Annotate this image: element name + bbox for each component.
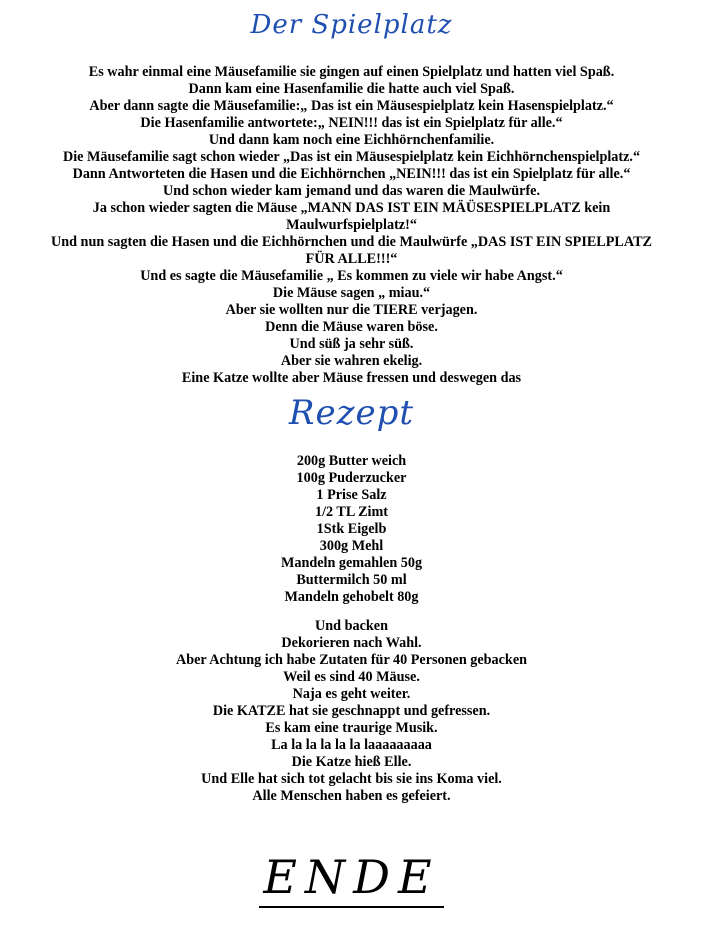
ending-line: Und backen xyxy=(315,618,388,634)
ending-line: Naja es geht weiter. xyxy=(292,686,411,702)
ending-line: Und Elle hat sich tot gelacht bis sie ins Koma viel. xyxy=(201,771,502,787)
story-line: Und süß ja sehr süß. xyxy=(289,336,414,352)
ending-line: Dekorieren nach Wahl. xyxy=(281,635,422,651)
ingredient-item: 300g Mehl xyxy=(319,538,384,554)
story-line: Aber sie wollten nur die TIERE verjagen. xyxy=(225,302,478,318)
ending-line: Die Katze hieß Elle. xyxy=(291,754,412,770)
ending-line: Aber Achtung ich habe Zutaten für 40 Personen gebacken xyxy=(175,652,528,668)
ending-line: Alle Menschen haben es gefeiert. xyxy=(252,788,451,804)
story-line: Eine Katze wollte aber Mäuse fressen und deswegen das xyxy=(181,370,522,386)
story-line: FÜR ALLE!!!“ xyxy=(305,251,398,267)
ingredient-item: Mandeln gemahlen 50g xyxy=(280,555,423,571)
ingredient-item: 200g Butter weich xyxy=(296,453,407,469)
story-line: Ja schon wieder sagten die Mäuse „MANN DAS IST EIN MÄÜSESPIELPLATZ kein xyxy=(92,200,611,216)
story-line: Und es sagte die Mäusefamilie „ Es kommen zu viele wir habe Angst.“ xyxy=(140,268,563,284)
ingredient-item: 1/2 TL Zimt xyxy=(314,504,389,520)
story-line: Maulwurfspielplatz!“ xyxy=(286,217,417,233)
page-title: Der Spielplatz xyxy=(250,10,453,40)
story-line: Denn die Mäuse waren böse. xyxy=(265,319,438,335)
story-line: Dann kam eine Hasenfamilie die hatte auch viel Spaß. xyxy=(188,81,515,97)
ending-line: Weil es sind 40 Mäuse. xyxy=(283,669,420,685)
ingredient-item: Mandeln gehobelt 80g xyxy=(284,589,419,605)
story-line: Die Mäuse sagen „ miau.“ xyxy=(272,285,431,301)
story-line: Und dann kam noch eine Eichhörnchenfamilie. xyxy=(208,132,495,148)
story-line: Die Mäusefamilie sagt schon wieder „Das ist ein Mäusespielplatz kein Eichhörnchenspielplatz.“ xyxy=(62,149,641,165)
ende-text: ENDE xyxy=(259,850,443,908)
story-line: Aber dann sagte die Mäusefamilie:„ Das ist ein Mäusespielplatz kein Hasenspielplatz.“ xyxy=(89,98,614,114)
story-line: Es wahr einmal eine Mäusefamilie sie gingen auf einen Spielplatz und hatten viel Spaß. xyxy=(88,64,615,80)
story-line: Und schon wieder kam jemand und das waren die Maulwürfe. xyxy=(162,183,541,199)
story-line: Und nun sagten die Hasen und die Eichhörnchen und die Maulwürfe „DAS IST EIN SPIELPLATZ xyxy=(50,234,653,250)
ende-heading xyxy=(0,850,703,904)
ingredient-item: 1Stk Eigelb xyxy=(316,521,387,537)
story-line: Die Hasenfamilie antwortete:„ NEIN!!! das ist ein Spielplatz für alle.“ xyxy=(140,115,563,131)
ending-text xyxy=(0,618,703,805)
story-line: Aber sie wahren ekelig. xyxy=(280,353,423,369)
story-text xyxy=(0,64,703,387)
story-line: Dann Antworteten die Hasen und die Eichhörnchen „NEIN!!! das ist ein Spielplatz für alle.“ xyxy=(72,166,631,182)
ingredient-item: 100g Puderzucker xyxy=(296,470,407,486)
ending-line: La la la la la la laaaaaaaaa xyxy=(271,737,432,753)
ingredient-item: Buttermilch 50 ml xyxy=(296,572,407,588)
ending-line: Es kam eine traurige Musik. xyxy=(265,720,438,736)
ingredient-list xyxy=(0,453,703,606)
recipe-title: Rezept xyxy=(288,393,415,433)
ending-line: Die KATZE hat sie geschnappt und gefressen. xyxy=(212,703,491,719)
ingredient-item: 1 Prise Salz xyxy=(316,487,387,503)
